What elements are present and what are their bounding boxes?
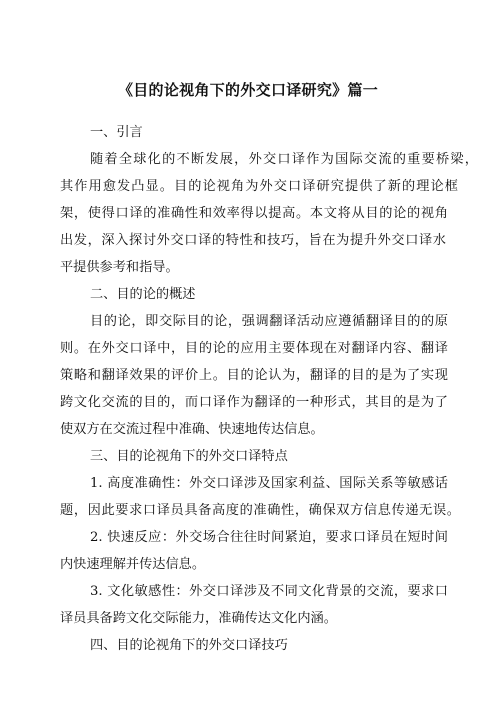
paragraph-line: 随着全球化的不断发展，外交口译作为国际交流的重要桥梁， [90,152,478,167]
paragraph-line: 平提供参考和指导。 [60,260,179,275]
section-heading-features: 三、目的论视角下的外交口译特点 [90,449,288,464]
paragraph-line: 使双方在交流过程中准确、快速地传达信息。 [60,422,324,437]
list-item-line: 2. 快速反应：外交场合往往时间紧迫，要求口译员在短时间 [90,530,448,545]
document-title: 《目的论视角下的外交口译研究》篇一 [117,81,379,99]
list-item-line: 1. 高度准确性：外交口译涉及国家利益、国际关系等敏感话 [90,476,448,491]
section-heading-intro: 一、引言 [90,125,143,140]
list-item-line: 译员具备跨文化交际能力，准确传达文化内涵。 [60,611,337,626]
list-item-line: 3. 文化敏感性：外交口译涉及不同文化背景的交流，要求口 [90,584,448,599]
section-heading-techniques: 四、目的论视角下的外交口译技巧 [90,638,288,653]
list-item-line: 内快速理解并传达信息。 [60,557,206,572]
paragraph-line: 目的论，即交际目的论，强调翻译活动应遵循翻译目的的原 [90,314,448,329]
paragraph-line: 则。在外交口译中，目的论的应用主要体现在对翻译内容、翻译 [60,341,448,356]
paragraph-line: 其作用愈发凸显。目的论视角为外交口译研究提供了新的理论框 [60,179,458,194]
list-item-line: 题，因此要求口译员具备高度的准确性，确保双方信息传递无误。 [60,503,460,518]
paragraph-line: 出发，深入探讨外交口译的特性和技巧，旨在为提升外交口译水 [60,233,446,248]
section-heading-overview: 二、目的论的概述 [90,287,196,302]
paragraph-line: 策略和翻译效果的评价上。目的论认为，翻译的目的是为了实现 [60,368,448,383]
paragraph-line: 架，使得口译的准确性和效率得以提高。本文将从目的论的视角 [60,206,448,221]
paragraph-line: 跨文化交流的目的，而口译作为翻译的一种形式，其目的是为了 [60,395,448,410]
